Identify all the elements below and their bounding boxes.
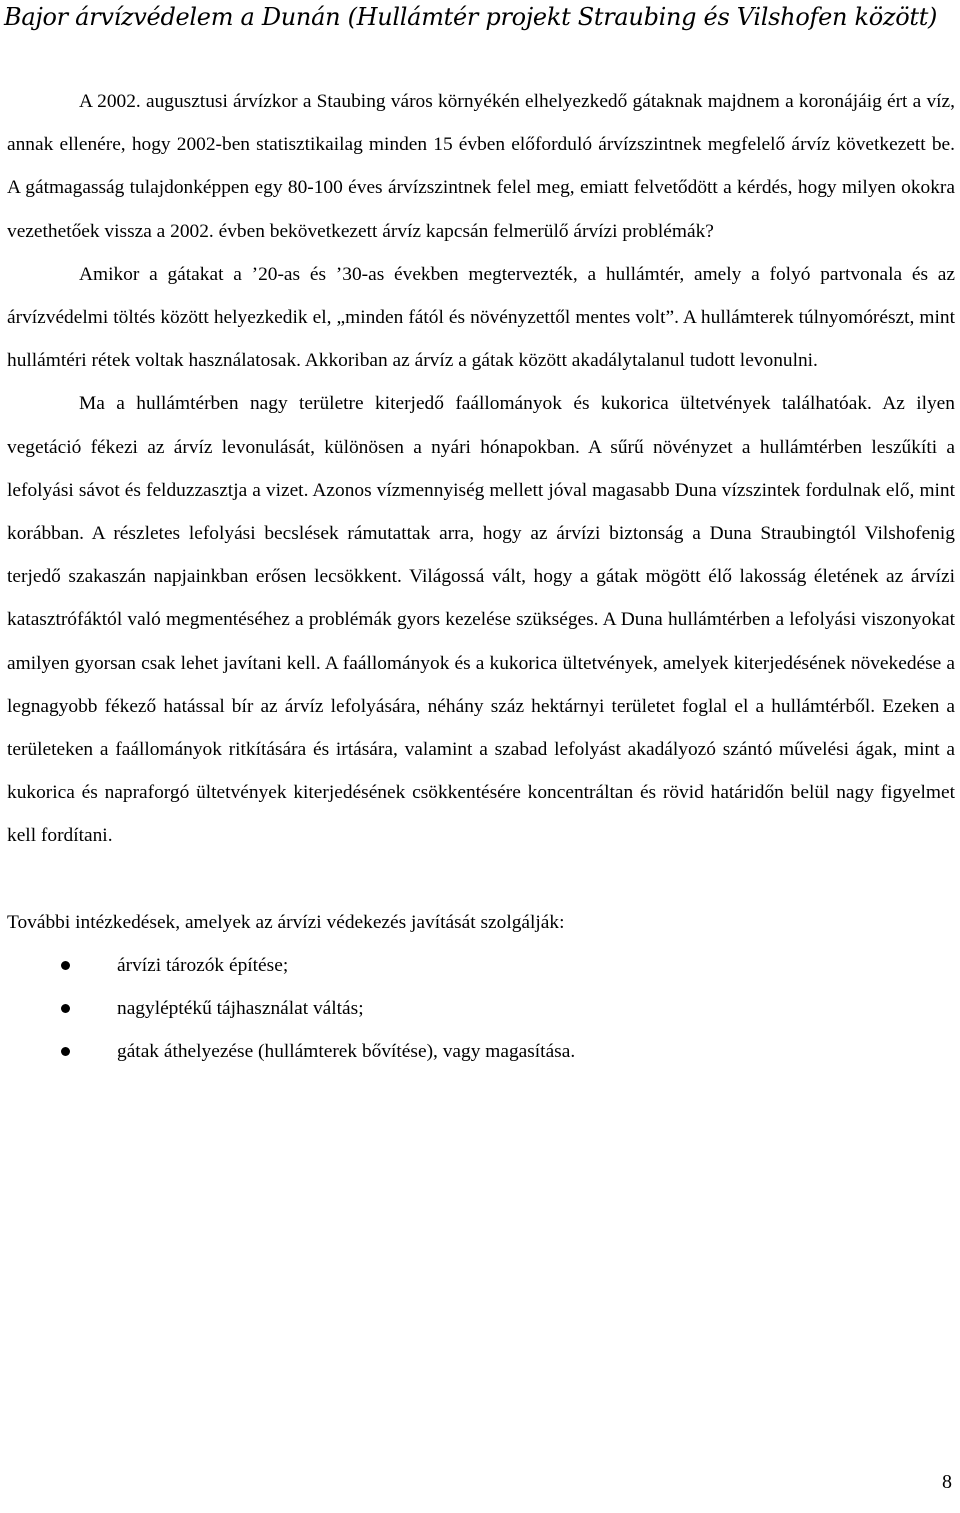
paragraph-spacer [7, 858, 955, 901]
list-item [7, 1030, 955, 1073]
list-item-text: gátak áthelyezése (hullámterek bővítése), vagy magasítása. [117, 1041, 576, 1063]
running-header: Bajor árvízvédelem a Dunán (Hullámtér projekt Straubing és Vilshofen között) [4, 3, 938, 31]
measures-intro: További intézkedések, amelyek az árvízi védekezés javítását szolgálják: [7, 911, 565, 933]
page-number: 8 [942, 1471, 952, 1493]
document-body [7, 80, 955, 1074]
paragraph-floodplain-history: Amikor a gátakat a ’20-as és ’30-as években megtervezték, a hullámtér, amely a folyó partvonala és az árvízvédelmi töltés között helyezkedik el, „minden fától és növényzettől mentes volt”. A hullámterek túlnyomórészt, mint hullámtéri rétek voltak használatosak. Akkoriban az árvíz a gátak között akadálytalanul tudott levonulni. [7, 263, 955, 372]
bullet-icon [61, 1047, 70, 1056]
measures-list [7, 944, 955, 1074]
bullet-icon [61, 1004, 70, 1013]
list-item [7, 944, 955, 987]
bullet-icon [61, 961, 70, 970]
paragraph-current-vegetation: Ma a hullámtérben nagy területre kiterjedő faállományok és kukorica ültetvények találhatóak. Az ilyen vegetáció fékezi az árvíz levonulását, különösen a nyári hónapokban. A sűrű növényzet a hullámtérben leszűkíti a lefolyási sávot és felduzzasztja a vizet. Azonos vízmennyiség mellett jóval magasabb Duna vízszintek fordulnak elő, mint korábban. A részletes lefolyási becslések rámutattak arra, hogy az árvízi biztonság a Duna Straubingtól Vilshofenig terjedő szakaszán napjainkban erősen lecsökkent. Világossá vált, hogy a gátak mögött élő lakosság életének az árvízi katasztrófáktól való megmentéséhez a problémák gyors kezelése szükséges. A Duna hullámtérben a lefolyási viszonyokat amilyen gyorsan csak lehet javítani kell. A faállományok és a kukorica ültetvények, amelyek kiterjedésének növekedése a legnagyobb fékező hatással bír az árvíz lefolyására, néhány száz hektárnyi területet foglal el a hullámtérből. Ezeken a területeken a faállományok ritkítására és irtására, valamint a szabad lefolyást akadályozó szántó művelési ágak, mint a kukorica és napraforgó ültetvények kiterjedésének csökkentésére koncentráltan és rövid határidőn belül nagy figyelmet kell fordítani. [7, 393, 955, 847]
list-item-text: nagyléptékű tájhasználat váltás; [117, 998, 364, 1020]
list-item-text: árvízi tározók építése; [117, 955, 289, 977]
list-item [7, 987, 955, 1030]
paragraph-flood-2002: A 2002. augusztusi árvízkor a Staubing város környékén elhelyezkedő gátaknak majdnem a koronájáig ért a víz, annak ellenére, hogy 2002-ben statisztikailag minden 15 évben előforduló árvízszintnek megfelelő árvíz következett be. A gátmagasság tulajdonképpen egy 80-100 éves árvízszintnek felel meg, emiatt felvetődött a kérdés, hogy milyen okokra vezethetőek vissza a 2002. évben bekövetkezett árvíz kapcsán felmerülő árvízi problémák? [7, 91, 955, 242]
